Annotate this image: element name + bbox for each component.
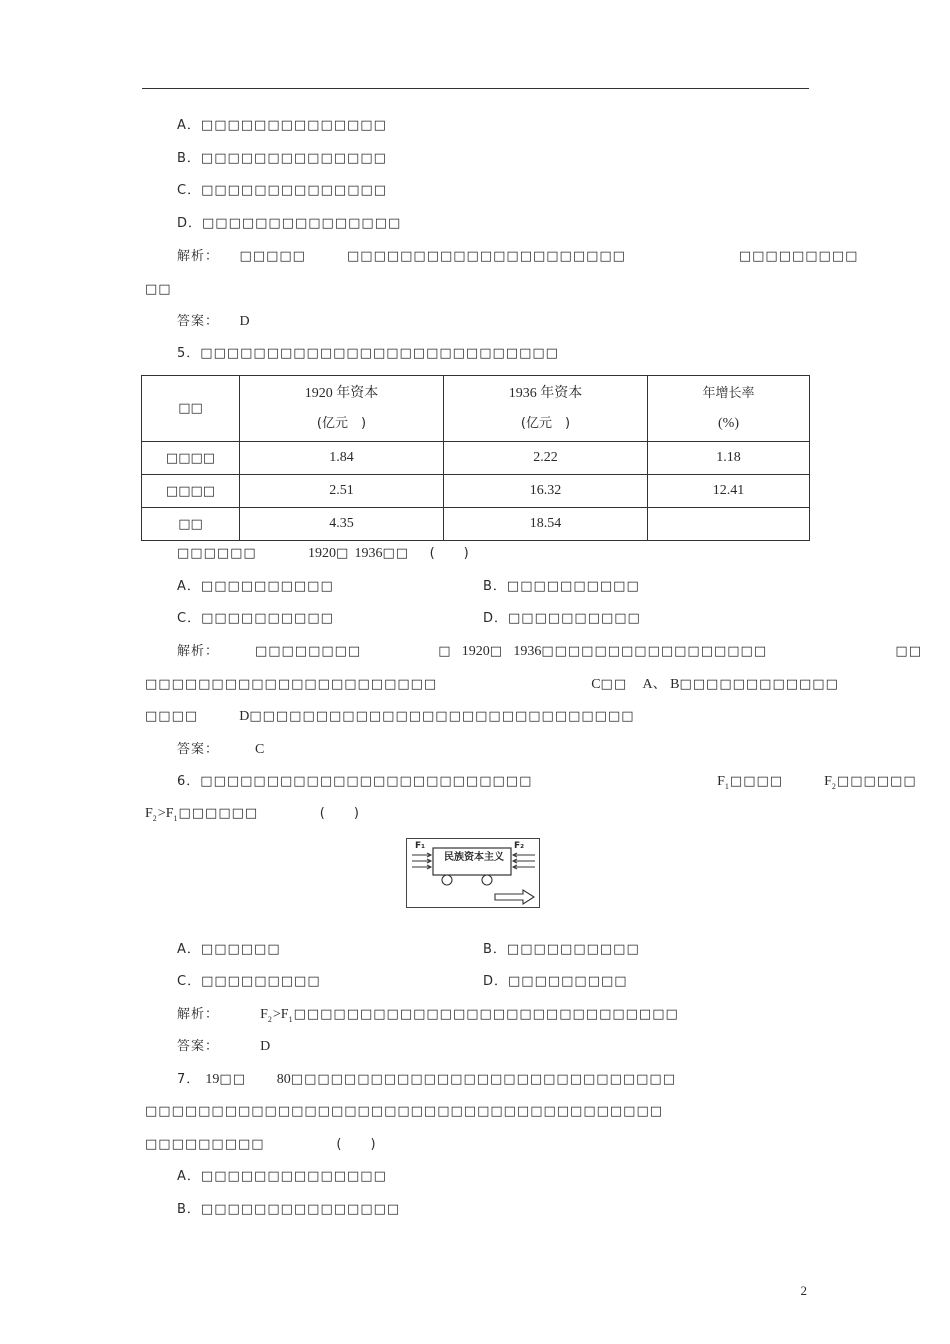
q6-stem-cont: $F_2>F_1□□□□□□$ ( ) [145, 806, 360, 823]
q6-option-b: B．□□□□□□□□□□ [483, 942, 640, 957]
q6-answer: 答案： D [177, 1039, 271, 1054]
table-row: □□□□ 1.84 2.22 1.18 [142, 442, 810, 475]
q6-option-c: C．□□□□□□□□□ [177, 974, 321, 989]
q7-option-b: B．□□□□□□□□□□□□□□□ [177, 1202, 401, 1217]
q4-answer: 答案： D [177, 314, 250, 329]
header-rule [142, 88, 809, 89]
table-header-category: □□ [142, 376, 240, 442]
capital-table [141, 375, 810, 541]
table-header-growth: 年增长率 (%) [648, 376, 810, 442]
q6-option-a: A．□□□□□□ [177, 942, 281, 957]
q4-option-c: C．□□□□□□□□□□□□□□ [177, 183, 388, 198]
q4-analysis-cont: □□ [145, 282, 172, 297]
q7-stem: 7． 19□□ 80□□□□□□□□□□□□□□□□□□□□□□□□□□□□□ [177, 1072, 676, 1087]
q6-analysis: 解析： $F_2>F_1□□□□□□□□□□□□□□□□□□□□□□□□□□□□□$ [177, 1007, 679, 1024]
q4-option-d: D．□□□□□□□□□□□□□□□ [177, 216, 402, 231]
q4-analysis: 解析： □□□□□ □□□□□□□□□□□□□□□□□□□□□ □□□□□□□□□ [177, 249, 859, 264]
q5-option-b: B．□□□□□□□□□□ [483, 579, 640, 594]
force-diagram [406, 838, 540, 908]
q5-answer: 答案： C [177, 742, 265, 757]
table-row: □□ 4.35 18.54 [142, 508, 810, 541]
table-row: □□□□ 2.51 16.32 12.41 [142, 475, 810, 508]
q4-option-b: B．□□□□□□□□□□□□□□ [177, 151, 387, 166]
q6-option-d: D．□□□□□□□□□ [483, 974, 628, 989]
table-header-1920: 1920 年资本 (亿元 ) [240, 376, 444, 442]
q5-question: □□□□□□ 1920□ 1936□□ ( ) [177, 546, 470, 561]
diagram-f1-label: F₁ [415, 841, 426, 851]
q7-stem-cont-1: □□□□□□□□□□□□□□□□□□□□□□□□□□□□□□□□□□□□□□□ [145, 1104, 664, 1119]
q5-analysis-cont-2: □□□□ D□□□□□□□□□□□□□□□□□□□□□□□□□□□□□ [145, 709, 635, 724]
q5-analysis-cont-1: □□□□□□□□□□□□□□□□□□□□□□ C□□ A、 B□□□□□□□□□□□□ [145, 677, 839, 692]
diagram-f2-label: F₂ [514, 841, 525, 851]
q5-option-d: D．□□□□□□□□□□ [483, 611, 641, 626]
q7-option-a: A．□□□□□□□□□□□□□□ [177, 1169, 387, 1184]
diagram-label: 民族资本主义 [444, 852, 504, 863]
q5-option-a: A．□□□□□□□□□□ [177, 579, 334, 594]
table-header-1936: 1936 年资本 (亿元 ) [444, 376, 648, 442]
q5-analysis: 解析： □□□□□□□□ □ 1920□ 1936□□□□□□□□□□□□□□□□□ □□ [177, 644, 922, 659]
q7-stem-cont-2: □□□□□□□□□ ( ) [145, 1137, 377, 1152]
q4-option-a: A．□□□□□□□□□□□□□□ [177, 118, 387, 133]
q5-stem: 5．□□□□□□□□□□□□□□□□□□□□□□□□□□□ [177, 346, 559, 361]
page-number: 2 [800, 1283, 807, 1298]
q5-option-c: C．□□□□□□□□□□ [177, 611, 334, 626]
q6-stem: 6．□□□□□□□□□□□□□□□□□□□□□□□□□ $F_1□□□□$ $F_2□□□□□□$ [177, 774, 917, 791]
